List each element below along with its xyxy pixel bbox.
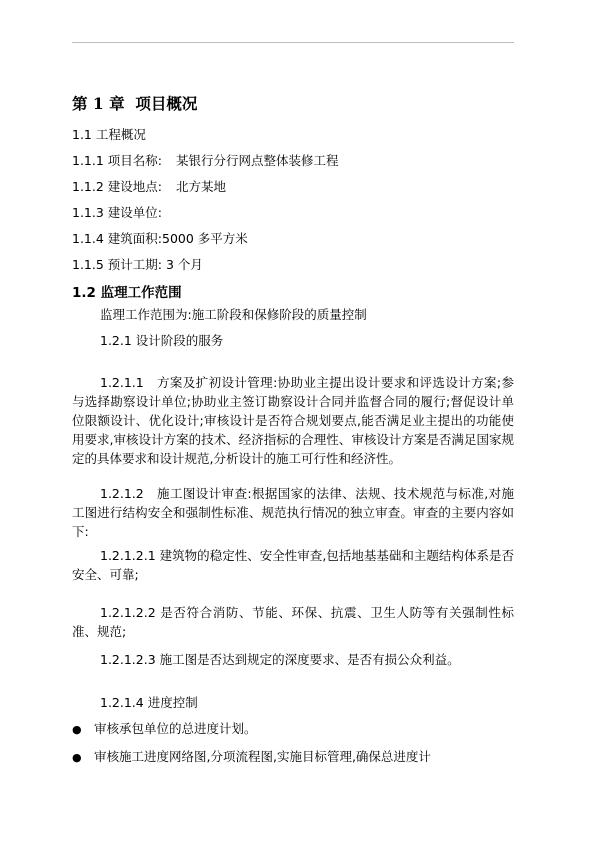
list-item-text: 审核施工进度网络图,分项流程图,实施目标管理,确保总进度计 [94, 749, 431, 764]
item-label: 1.1.3 建设单位: [72, 205, 162, 220]
item-label: 1.1.4 建筑面积: [72, 231, 162, 246]
paragraph-1-2-1-2-3: 1.2.1.2.3 施工图是否达到规定的深度要求、是否有损公众利益。 [100, 652, 460, 667]
item-project-name [72, 153, 339, 169]
subsection-1-2-1: 1.2.1 设计阶段的服务 [100, 333, 224, 348]
chapter-title: 项目概况 [135, 94, 198, 113]
item-client [72, 205, 162, 221]
section-heading-1-2: 1.2 监理工作范围 [72, 285, 182, 301]
item-location [72, 179, 226, 195]
paragraph-1-2-1-1: 1.2.1.1 方案及扩初设计管理:协助业主提出设计要求和评选设计方案;参与选择勘察设计单位;协助业主签订勘察设计合同并监督合同的履行;督促设计单位限额设计、优化设计;审核设计是否符合规划要点,能否满足业主提出的功能使用要求,审核设计方案的技术、经济指标的合理性、审核设计方案是否满足国家规定的具体要求和设计规范,分析设计的施工可行性和经济性。 [72, 375, 514, 466]
item-label: 1.1.1 项目名称: [72, 153, 162, 168]
bullet-icon: ● [72, 723, 82, 736]
item-value: 某银行分行网点整体装修工程 [176, 153, 339, 168]
item-area [72, 231, 248, 247]
list-item [72, 747, 514, 767]
section-heading-1-1: 1.1 工程概况 [72, 127, 146, 142]
item-value: 3 个月 [165, 257, 203, 272]
chapter-heading [72, 92, 197, 114]
item-value: 北方某地 [176, 179, 227, 194]
item-label: 1.1.2 建设地点: [72, 179, 162, 194]
chapter-number: 第 1 章 [72, 94, 125, 113]
paragraph-1-2-1-2-2: 1.2.1.2.2 是否符合消防、节能、环保、抗震、卫生人防等有关强制性标准、规范; [72, 605, 514, 639]
header-rule [72, 42, 514, 43]
paragraph-1-2-1-2: 1.2.1.2 施工图设计审查:根据国家的法律、法规、技术规范与标准,对施工图进行结构安全和强制性标准、规范执行情况的独立审查。审查的主要内容如下: [72, 486, 514, 539]
scope-text: 监理工作范围为:施工阶段和保修阶段的质量控制 [100, 307, 367, 322]
item-value: 5000 多平方米 [162, 231, 248, 246]
item-label: 1.1.5 预计工期: [72, 257, 162, 272]
bullet-icon: ● [72, 751, 82, 764]
list-item-text: 审核承包单位的总进度计划。 [94, 721, 257, 736]
subsection-1-2-1-4: 1.2.1.4 进度控制 [100, 695, 198, 710]
paragraph-1-2-1-2-1: 1.2.1.2.1 建筑物的稳定性、安全性审查,包括地基基础和主题结构体系是否安全、可靠; [72, 548, 514, 582]
item-duration [72, 257, 203, 273]
list-item [72, 719, 514, 739]
